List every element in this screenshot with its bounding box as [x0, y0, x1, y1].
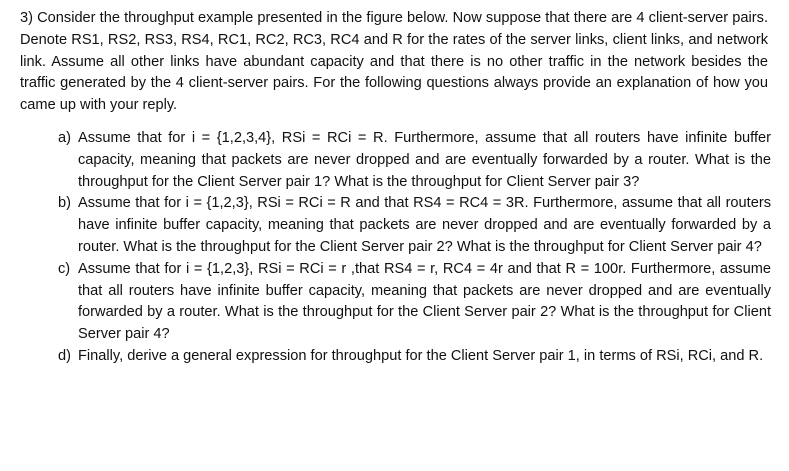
question-text: Assume that for i = {1,2,3,4}, RSi = RCi = R. Furthermore, assume that all routers have infinite buffer capacity, meaning that packets are never dropped and are eventually forwarded by a router. What is the throughput for the Client Server pair 1? What is the throughput for Client Server pair 3? [78, 129, 771, 190]
question-label: d) [58, 347, 71, 364]
question-c [20, 259, 771, 346]
question-label: b) [58, 195, 71, 212]
question-text: Assume that for i = {1,2,3}, RSi = RCi = r ,that RS4 = r, RC4 = 4r and that R = 100r. Furthermore, assume that all routers have infinite buffer capacity, meaning that packets are never dropped and are eventually forwarded by a router. What is the throughput for the Client Server pair 2? What is the throughput for Client Server pair 4? [78, 260, 771, 343]
question-a [20, 128, 771, 193]
question-d [20, 346, 771, 368]
question-list [20, 128, 771, 368]
question-text: Assume that for i = {1,2,3}, RSi = RCi = R and that RS4 = RC4 = 3R. Furthermore, assume that all routers have infinite buffer capacity, meaning that packets are never dropped and are eventually forwarded by a router. What is the throughput for the Client Server pair 2? What is the throughput for Client Server pair 4? [78, 195, 771, 255]
question-b [20, 193, 771, 258]
question-label: a) [58, 129, 71, 146]
question-label: c) [58, 260, 71, 277]
question-text: Finally, derive a general expression for throughput for the Client Server pair 1, in terms of RSi, RCi, and R. [78, 347, 764, 364]
problem-intro: 3) Consider the throughput example presented in the figure below. Now suppose that there are 4 client-server pairs. Denote RS1, RS2, RS3, RS4, RC1, RC2, RC3, RC4 and R for the rates of the server links, client links, and network link. Assume all other links have abundant capacity and that there is no other traffic in the network besides the traffic generated by the 4 client-server pairs. For the following questions always provide an explanation of how you came up with your reply. [20, 10, 768, 114]
